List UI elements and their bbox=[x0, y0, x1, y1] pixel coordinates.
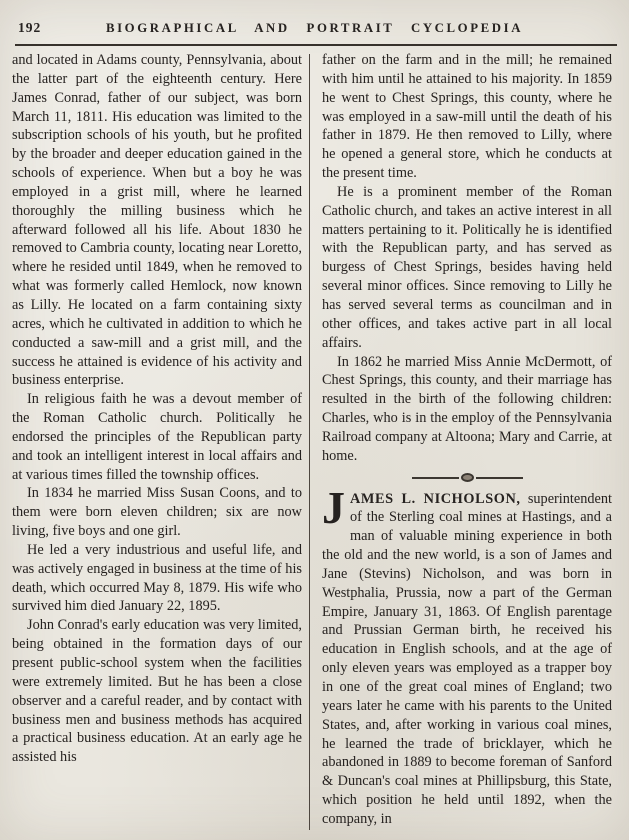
header-rule bbox=[15, 44, 617, 46]
paragraph-john-conrad-education: John Conrad's early education was very limited, being obtained in the formation days of our present public-school system when the facilities were extremely limited. But he has been a close observer and a careful reader, and by contact with business men and business methods has acquired a practical business education. At an early age he assisted his bbox=[12, 617, 302, 766]
ornament-line-right bbox=[476, 477, 523, 479]
right-column bbox=[322, 51, 612, 829]
paragraph-conrad-continuation: and located in Adams county, Pennsylvania, about the latter part of the eighteenth century. Here James Conrad, father of our subject, was born March 11, 1811. His education was limited to the subscription schools of his youth, but he profited by the broader and deeper education gained in the schools of experience. When but a boy he was employed in a grist mill, where he learned thoroughly the milling business which he afterward followed all his life. About 1830 he removed to Cambria county, locating near Loretto, where he resided until 1849, when he removed to what was formerly called Hemlock, now known as Lilly. He located on a farm containing sixty acres, which he cultivated in addition to which he conducted a saw-mill and a grist mill, and the success he attained is evidence of his activity and business enterprise. bbox=[12, 52, 302, 389]
drop-cap-letter: J bbox=[322, 481, 345, 533]
paragraph-john-conrad-politics: He is a prominent member of the Roman Catholic church, and takes an active interest in all matters pertaining to it. Politically he is identified with the Republican party, and has served as burgess of Chest Springs, besides having held several minor offices. Since removing to Lilly he has served several terms as councilman and in other offices, and takes active part in all local affairs. bbox=[322, 183, 612, 351]
article-nicholson bbox=[322, 481, 612, 829]
running-head-title: BIOGRAPHICAL AND PORTRAIT CYCLOPEDIA bbox=[105, 21, 524, 35]
ornament-line-left bbox=[412, 477, 459, 479]
article-body-text: superintendent of the Sterling coal mines at Hastings, and a man of valuable mining experience in both the old and the new world, is a son of James and Jane (Stevins) Nicholson, and was born in Westphalia, Prussia, now a part of the German Empire, January 31, 1863. Of English parentage and Prussian German birth, he received his education in English schools, and at the age of only eleven years was employed as a trapper boy in one of the great coal mines of England; two years later he came with his parents to the United States, and, after working in various coal mines, he learned the trade of bricklayer, which he abandoned in 1889 to become foreman of Sanford & Duncan's coal mines at Phillipsburg, this State, which position he held until 1892, when the company, in bbox=[322, 490, 612, 827]
paragraph-conrad-religion: In religious faith he was a devout member of the Roman Catholic church. Politically he endorsed the principles of the Republican party and took an intelligent interest in local affairs and at various times filled the township offices. bbox=[12, 391, 302, 483]
paragraph-john-conrad-career: father on the farm and in the mill; he remained with him until he attained to his majority. In 1859 he went to Chest Springs, this county, where he was employed in a saw-mill until the death of his father in 1879. He then removed to Lilly, where he opened a general store, which he conducts at the present time. bbox=[322, 52, 612, 182]
paragraph-john-conrad-family: In 1862 he married Miss Annie McDermott, of Chest Springs, this county, and their marriage has resulted in the birth of the following children: Charles, who is in the employ of the Pennsylvania Railroad company at Altoona; Mary and Carrie, at home. bbox=[322, 353, 612, 464]
paragraph-conrad-marriage: In 1834 he married Miss Susan Coons, and to them were born eleven children; six are now living, five boys and one girl. bbox=[12, 485, 302, 540]
section-divider-ornament bbox=[322, 471, 612, 485]
article-subject-name: AMES L. NICHOLSON, bbox=[350, 490, 521, 507]
column-divider-rule bbox=[309, 54, 310, 830]
left-column bbox=[12, 51, 302, 767]
ornament-bead bbox=[461, 473, 474, 482]
paragraph-conrad-death: He led a very industrious and useful life, and was actively engaged in business at the time of his death, which occurred May 8, 1879. His wife who survived him died January 22, 1895. bbox=[12, 541, 302, 615]
page-number: 192 bbox=[18, 20, 42, 35]
